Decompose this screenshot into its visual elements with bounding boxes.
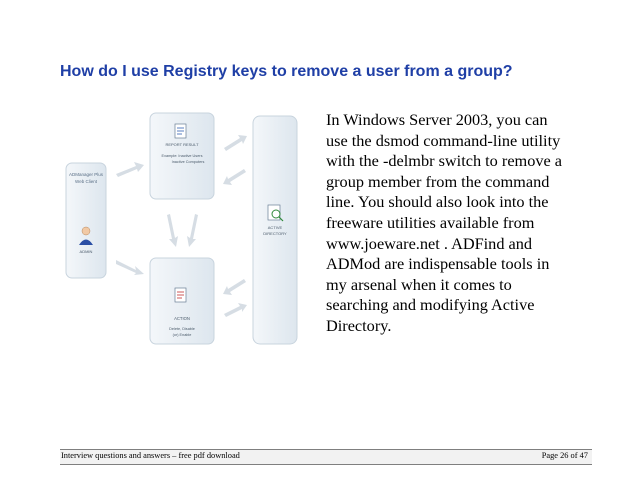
report-label: REPORT RESULT bbox=[165, 142, 199, 147]
answer-line: use the dsmod command-line utility bbox=[326, 130, 561, 150]
arrow-icon bbox=[116, 162, 144, 177]
client-box bbox=[66, 163, 106, 278]
answer-text bbox=[326, 110, 626, 337]
answer-line: freeware utilities available from bbox=[326, 212, 535, 232]
admin-label: ADMIN bbox=[79, 249, 93, 254]
answer-line: group member from the command bbox=[326, 171, 550, 191]
action-box bbox=[150, 258, 214, 344]
footer-source: Interview questions and answers – free pdf download bbox=[61, 451, 240, 460]
report-document-icon bbox=[175, 124, 186, 138]
page-footer bbox=[60, 449, 592, 465]
page-number: Page 26 of 47 bbox=[541, 451, 588, 460]
answer-line: my arsenal when it comes to bbox=[326, 274, 512, 294]
client-subtitle: Web Client bbox=[75, 179, 97, 184]
answer-line: In Windows Server 2003, you can bbox=[326, 110, 548, 129]
page-title: How do I use Registry keys to remove a user from a group? bbox=[60, 63, 513, 80]
answer-line: Directory. bbox=[326, 315, 392, 335]
answer-line: www.joeware.net . ADFind and bbox=[326, 233, 533, 253]
answer-line: with the -delmbr switch to remove a bbox=[326, 151, 563, 171]
action-line2: (or) Enable bbox=[172, 333, 192, 337]
arrow-icon bbox=[116, 260, 144, 275]
report-result-box bbox=[150, 113, 214, 199]
answer-line: line. You should also look into the bbox=[326, 192, 549, 212]
client-title: ADManager Plus bbox=[68, 172, 104, 177]
arrow-icon bbox=[187, 214, 198, 247]
answer-line: ADMod are indispensable tools in bbox=[326, 254, 550, 274]
workflow-diagram bbox=[58, 108, 320, 348]
report-line2: Inactive Computers bbox=[171, 160, 205, 164]
arrow-icon bbox=[223, 169, 246, 185]
action-label: ACTION bbox=[174, 316, 190, 321]
ad-line1: ACTIVE bbox=[267, 225, 283, 230]
action-document-icon bbox=[175, 288, 186, 302]
arrow-icon bbox=[167, 214, 178, 247]
answer-line: searching and modifying Active bbox=[326, 295, 535, 315]
action-line1: Delete, Disable bbox=[169, 327, 195, 331]
report-line1: Example: Inactive Users bbox=[161, 154, 203, 158]
arrow-icon bbox=[224, 135, 247, 151]
ad-line2: DIRECTORY bbox=[263, 231, 287, 236]
arrow-icon bbox=[223, 279, 246, 295]
arrow-icon bbox=[224, 303, 247, 317]
active-directory-box bbox=[253, 116, 297, 344]
